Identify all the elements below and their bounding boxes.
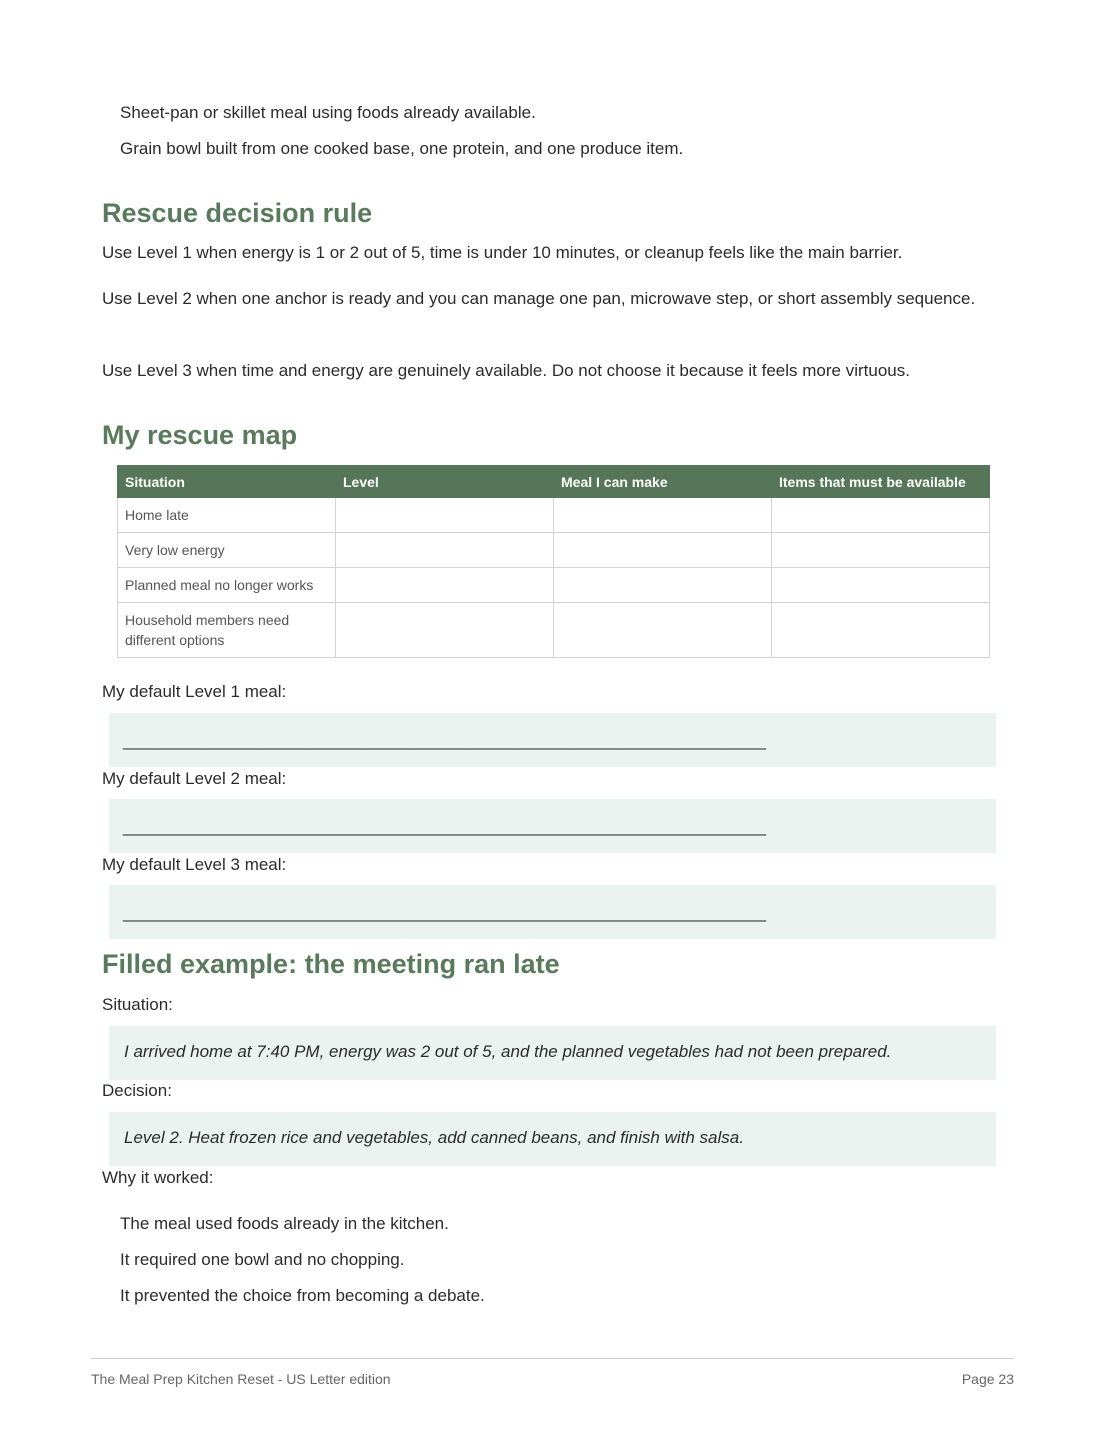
why-label: Why it worked: <box>102 1168 214 1187</box>
table-row <box>118 533 990 568</box>
table-header-row <box>118 466 990 498</box>
decision-label: Decision: <box>102 1081 172 1100</box>
situation-callout <box>109 1026 996 1080</box>
situation-label: Situation: <box>102 995 173 1014</box>
table-cell-blank[interactable] <box>336 498 554 533</box>
section-heading-rescue-map: My rescue map <box>102 420 298 450</box>
column-header: Items that must be available <box>772 466 990 498</box>
table-cell-blank[interactable] <box>336 603 554 658</box>
table-cell-blank[interactable] <box>554 498 772 533</box>
situation-text: I arrived home at 7:40 PM, energy was 2 out of 5, and the planned vegetables had not been prepared. <box>124 1042 892 1061</box>
table-cell-blank[interactable] <box>772 568 990 603</box>
paragraph: Use Level 3 when time and energy are genuinely available. Do not choose it because it feels more virtuous. <box>102 361 910 380</box>
list-item: Grain bowl built from one cooked base, one protein, and one produce item. <box>120 139 684 158</box>
footer-divider <box>91 1358 1014 1359</box>
table-cell-blank[interactable] <box>772 603 990 658</box>
table-cell: Household members need different options <box>118 603 336 658</box>
fill-in-blank: ____________________________________________________________________ <box>123 817 766 836</box>
table-row <box>118 498 990 533</box>
table-cell: Very low energy <box>118 533 336 568</box>
table-cell: Home late <box>118 498 336 533</box>
footer-title: The Meal Prep Kitchen Reset - US Letter edition <box>91 1371 391 1387</box>
page-number: Page 23 <box>961 1371 1014 1387</box>
table-cell-blank[interactable] <box>336 533 554 568</box>
table-cell-blank[interactable] <box>554 533 772 568</box>
column-header: Situation <box>118 466 336 498</box>
default-level-1-field[interactable] <box>109 713 996 767</box>
table-cell-blank[interactable] <box>554 568 772 603</box>
fill-in-blank: ____________________________________________________________________ <box>123 903 766 922</box>
column-header: Meal I can make <box>554 466 772 498</box>
table-cell-blank[interactable] <box>554 603 772 658</box>
decision-callout <box>109 1112 996 1166</box>
section-heading-rescue-rule: Rescue decision rule <box>102 198 373 228</box>
list-item: The meal used foods already in the kitchen. <box>120 1214 449 1233</box>
default-level-2-field[interactable] <box>109 799 996 853</box>
list-item: It required one bowl and no chopping. <box>120 1250 405 1269</box>
paragraph: Use Level 2 when one anchor is ready and you can manage one pan, microwave step, or short assembly sequence. <box>102 289 976 308</box>
section-heading-example: Filled example: the meeting ran late <box>102 949 560 979</box>
rescue-map-table <box>117 465 990 658</box>
table-cell-blank[interactable] <box>772 498 990 533</box>
fill-in-blank: ____________________________________________________________________ <box>123 731 766 750</box>
table-cell: Planned meal no longer works <box>118 568 336 603</box>
table-row <box>118 603 990 658</box>
default-level-3-field[interactable] <box>109 885 996 939</box>
table-cell-blank[interactable] <box>336 568 554 603</box>
column-header: Level <box>336 466 554 498</box>
table-cell-blank[interactable] <box>772 533 990 568</box>
default-level-2-label: My default Level 2 meal: <box>102 769 287 788</box>
table-row <box>118 568 990 603</box>
list-item: It prevented the choice from becoming a debate. <box>120 1286 485 1305</box>
default-level-1-label: My default Level 1 meal: <box>102 682 287 701</box>
default-level-3-label: My default Level 3 meal: <box>102 855 287 874</box>
paragraph: Use Level 1 when energy is 1 or 2 out of 5, time is under 10 minutes, or cleanup feels like the main barrier. <box>102 243 903 262</box>
decision-text: Level 2. Heat frozen rice and vegetables, add canned beans, and finish with salsa. <box>124 1128 744 1147</box>
list-item: Sheet-pan or skillet meal using foods already available. <box>120 103 536 122</box>
